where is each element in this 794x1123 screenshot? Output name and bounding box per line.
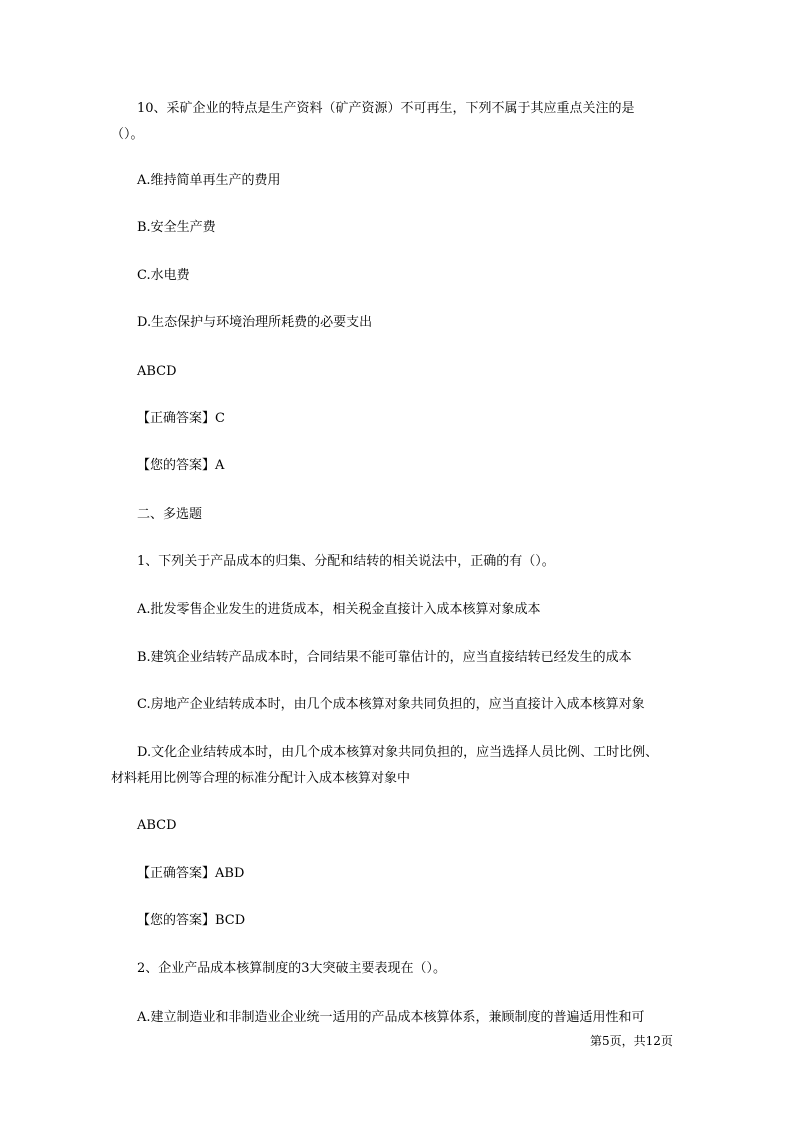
mq1-your-answer: 【您的答案】BCD	[137, 913, 246, 928]
mq1-option-d-line1: D.文化企业结转成本时，由几个成本核算对象共同负担的，应当选择人员比例、工时比例、	[137, 745, 659, 760]
q10-option-a: A.维持简单再生产的费用	[137, 173, 281, 188]
mq1-option-b: B.建筑企业结转产品成本时，合同结果不能可靠估计的，应当直接结转已经发生的成本	[137, 650, 632, 665]
mq2-stem: 2、企业产品成本核算制度的3大突破主要表现在（）。	[137, 961, 447, 976]
q10-correct-answer: 【正确答案】C	[137, 411, 225, 426]
q10-your-answer: 【您的答案】A	[137, 458, 225, 473]
mq1-choices: ABCD	[137, 818, 177, 833]
mq1-option-d-line2: 材料耗用比例等合理的标准分配计入成本核算对象中	[111, 771, 411, 786]
mq1-option-a: A.批发零售企业发生的进货成本，相关税金直接计入成本核算对象成本	[137, 602, 541, 617]
q10-stem-line1: 10、采矿企业的特点是生产资料（矿产资源）不可再生，下列不属于其应重点关注的是	[137, 101, 635, 116]
q10-option-c: C.水电费	[137, 268, 190, 283]
q10-choices: ABCD	[137, 364, 177, 379]
q10-option-b: B.安全生产费	[137, 220, 216, 235]
mq1-correct-answer: 【正确答案】ABD	[137, 866, 245, 881]
mq1-stem: 1、下列关于产品成本的归集、分配和结转的相关说法中，正确的有（）。	[137, 554, 555, 569]
q10-stem-line2: （）。	[111, 127, 144, 142]
section-title: 二、多选题	[137, 507, 203, 522]
mq1-option-c: C.房地产企业结转成本时，由几个成本核算对象共同负担的，应当直接计入成本核算对象	[137, 697, 645, 712]
mq2-option-a: A.建立制造业和非制造业企业统一适用的产品成本核算体系，兼顾制度的普遍适用性和可	[137, 1010, 645, 1025]
q10-option-d: D.生态保护与环境治理所耗费的必要支出	[137, 315, 373, 330]
page-number: 第5页，共12页	[590, 1034, 673, 1048]
